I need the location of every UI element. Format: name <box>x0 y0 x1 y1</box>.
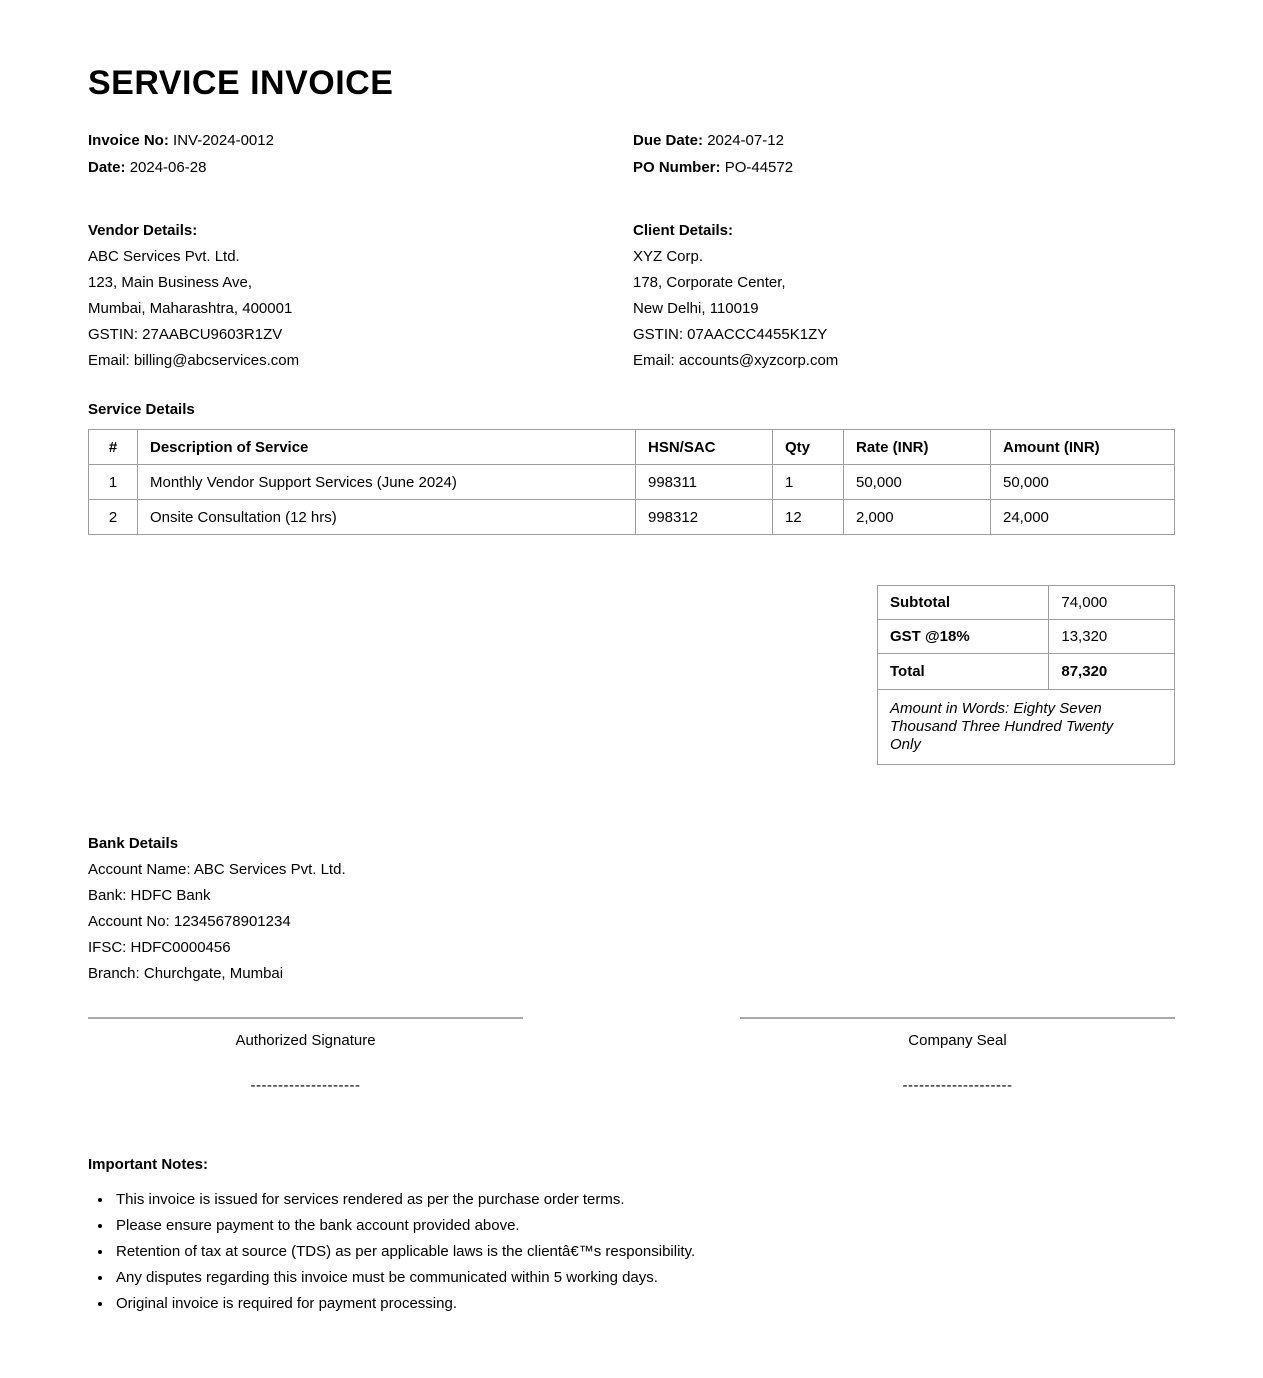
subtotal-value: 74,000 <box>1049 586 1175 620</box>
table-row <box>89 465 1175 500</box>
bank-details <box>88 831 1175 987</box>
notes-list <box>88 1187 1175 1317</box>
amount-in-words-row <box>878 690 1175 765</box>
vendor-details <box>88 218 633 374</box>
total-row <box>878 654 1175 690</box>
invoice-number-line <box>88 127 633 154</box>
bank-details-heading: Bank Details <box>88 835 179 852</box>
po-number-label: PO Number: <box>633 159 721 176</box>
party-details <box>88 218 1175 374</box>
row-rate: 50,000 <box>844 465 991 500</box>
due-date-value: 2024-07-12 <box>707 132 784 149</box>
bank-ifsc: IFSC: HDFC0000456 <box>88 939 231 956</box>
gst-value: 13,320 <box>1049 620 1175 654</box>
po-number-line <box>633 154 1175 181</box>
list-item: • Please ensure payment to the bank account provided above. <box>113 1213 1175 1239</box>
column-header-hsn-sac: HSN/SAC <box>636 430 773 465</box>
client-email: Email: accounts@xyzcorp.com <box>633 352 839 369</box>
service-table-header-row <box>89 430 1175 465</box>
bank-account-name: Account Name: ABC Services Pvt. Ltd. <box>88 861 346 878</box>
page-title: SERVICE INVOICE <box>88 64 394 102</box>
service-details-heading: Service Details <box>88 401 195 418</box>
column-header-description: Description of Service <box>138 430 636 465</box>
vendor-name: ABC Services Pvt. Ltd. <box>88 248 240 265</box>
amount-in-words: Amount in Words: Eighty Seven Thousand Three Hundred Twenty Only <box>878 690 1175 765</box>
po-number-value: PO-44572 <box>724 159 794 176</box>
invoice-number-label: Invoice No: <box>88 132 169 149</box>
gst-label: GST @18% <box>878 620 1049 654</box>
bank-name: Bank: HDFC Bank <box>88 887 211 904</box>
row-index: 2 <box>89 500 138 535</box>
row-amount: 50,000 <box>991 465 1175 500</box>
seal-dashes: -------------------- <box>902 1077 1013 1094</box>
table-row <box>89 500 1175 535</box>
column-header-index: # <box>89 430 138 465</box>
vendor-address-line2: Mumbai, Maharashtra, 400001 <box>88 300 293 317</box>
client-address-line1: 178, Corporate Center, <box>633 274 786 291</box>
bank-branch: Branch: Churchgate, Mumbai <box>88 965 284 982</box>
bank-account-number: Account No: 12345678901234 <box>88 913 291 930</box>
signature-section <box>88 1017 1175 1094</box>
list-item: • This invoice is issued for services rendered as per the purchase order terms. <box>113 1187 1175 1213</box>
service-table <box>88 429 1175 535</box>
due-date-line <box>633 127 1175 154</box>
important-notes-heading: Important Notes: <box>88 1156 208 1173</box>
invoice-date-label: Date: <box>88 159 126 176</box>
total-label: Total <box>878 654 1049 690</box>
column-header-amount: Amount (INR) <box>991 430 1175 465</box>
vendor-gstin: GSTIN: 27AABCU9603R1ZV <box>88 326 283 343</box>
column-header-rate: Rate (INR) <box>844 430 991 465</box>
invoice-meta <box>88 127 1175 181</box>
totals-table <box>877 585 1175 765</box>
client-details <box>633 218 1175 374</box>
row-description: Monthly Vendor Support Services (June 2024) <box>138 465 636 500</box>
meta-left-column <box>88 127 633 181</box>
subtotal-row <box>878 586 1175 620</box>
client-address-line2: New Delhi, 110019 <box>633 300 759 317</box>
total-value: 87,320 <box>1049 654 1175 690</box>
totals-section <box>88 585 1175 765</box>
important-notes <box>88 1156 1175 1317</box>
vendor-details-heading: Vendor Details: <box>88 222 198 239</box>
row-description: Onsite Consultation (12 hrs) <box>138 500 636 535</box>
row-hsn-sac: 998311 <box>636 465 773 500</box>
authorized-signature-label: Authorized Signature <box>235 1032 376 1049</box>
row-hsn-sac: 998312 <box>636 500 773 535</box>
row-qty: 1 <box>773 465 844 500</box>
due-date-label: Due Date: <box>633 132 704 149</box>
list-item: • Original invoice is required for payment processing. <box>113 1291 1175 1317</box>
column-header-qty: Qty <box>773 430 844 465</box>
row-index: 1 <box>89 465 138 500</box>
client-gstin: GSTIN: 07AACCC4455K1ZY <box>633 326 828 343</box>
row-rate: 2,000 <box>844 500 991 535</box>
vendor-email: Email: billing@abcservices.com <box>88 352 300 369</box>
invoice-date-value: 2024-06-28 <box>129 159 207 176</box>
gst-row <box>878 620 1175 654</box>
client-name: XYZ Corp. <box>633 248 704 265</box>
list-item: • Retention of tax at source (TDS) as per applicable laws is the clientâ€™s responsibility. <box>113 1239 1175 1265</box>
authorized-signature-block <box>88 1017 523 1094</box>
company-seal-label: Company Seal <box>908 1032 1007 1049</box>
invoice-number-value: INV-2024-0012 <box>173 132 274 149</box>
row-qty: 12 <box>773 500 844 535</box>
list-item: • Any disputes regarding this invoice must be communicated within 5 working days. <box>113 1265 1175 1291</box>
vendor-address-line1: 123, Main Business Ave, <box>88 274 252 291</box>
company-seal-block <box>740 1017 1175 1094</box>
invoice-date-line <box>88 154 633 181</box>
meta-right-column <box>633 127 1175 181</box>
row-amount: 24,000 <box>991 500 1175 535</box>
client-details-heading: Client Details: <box>633 222 734 239</box>
signature-dashes: -------------------- <box>250 1077 361 1094</box>
subtotal-label: Subtotal <box>878 586 1049 620</box>
